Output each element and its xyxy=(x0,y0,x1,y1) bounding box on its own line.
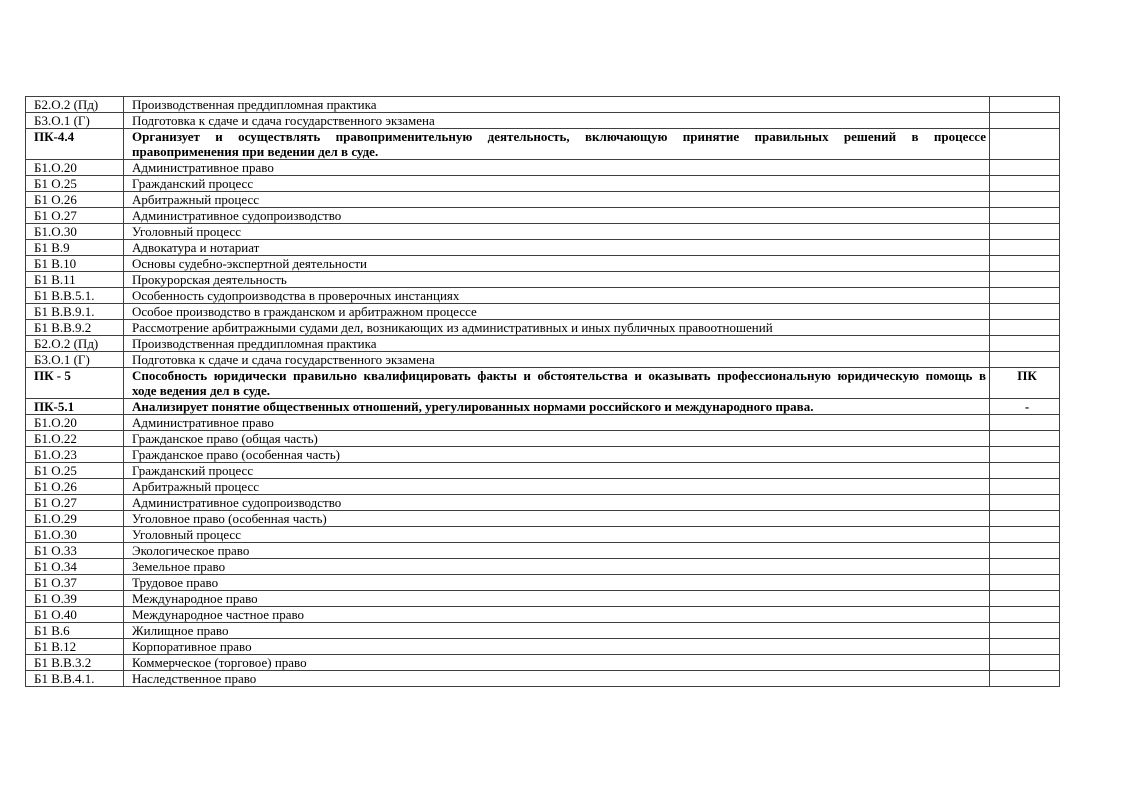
row-description-cell: Административное судопроизводство xyxy=(124,495,990,511)
row-code-cell: Б1 В.6 xyxy=(26,623,124,639)
table-row xyxy=(26,479,1060,495)
row-mark-cell xyxy=(990,208,1060,224)
table-row xyxy=(26,304,1060,320)
row-mark-cell xyxy=(990,256,1060,272)
row-mark-cell xyxy=(990,639,1060,655)
row-description-cell: Гражданский процесс xyxy=(124,176,990,192)
row-description-cell: Коммерческое (торговое) право xyxy=(124,655,990,671)
table-row xyxy=(26,511,1060,527)
row-mark-cell xyxy=(990,607,1060,623)
row-mark-cell xyxy=(990,304,1060,320)
row-description-cell: Уголовное право (особенная часть) xyxy=(124,511,990,527)
table-row xyxy=(26,368,1060,399)
competency-table-body xyxy=(26,97,1060,687)
table-row xyxy=(26,176,1060,192)
row-description-cell: Трудовое право xyxy=(124,575,990,591)
row-description-cell: Уголовный процесс xyxy=(124,224,990,240)
row-description-cell: Административное право xyxy=(124,160,990,176)
row-description-cell: Арбитражный процесс xyxy=(124,192,990,208)
row-mark-cell xyxy=(990,224,1060,240)
row-mark-cell xyxy=(990,431,1060,447)
row-mark-cell xyxy=(990,352,1060,368)
row-mark-cell xyxy=(990,288,1060,304)
table-row xyxy=(26,192,1060,208)
table-row xyxy=(26,399,1060,415)
row-mark-cell xyxy=(990,447,1060,463)
table-row xyxy=(26,671,1060,687)
row-mark-cell xyxy=(990,623,1060,639)
description-line: Способность юридически правильно квалифицировать факты и обстоятельства и оказывать профессиональную юридическую помощь в xyxy=(132,368,986,383)
row-mark-cell xyxy=(990,575,1060,591)
row-mark-cell: - xyxy=(990,399,1060,415)
row-mark-cell xyxy=(990,463,1060,479)
row-code-cell: Б2.О.2 (Пд) xyxy=(26,97,124,113)
table-row xyxy=(26,543,1060,559)
row-code-cell: Б1 В.10 xyxy=(26,256,124,272)
row-description-cell: Административное судопроизводство xyxy=(124,208,990,224)
row-code-cell: Б1 О.39 xyxy=(26,591,124,607)
row-description-cell: Наследственное право xyxy=(124,671,990,687)
row-mark-cell xyxy=(990,320,1060,336)
row-description-cell: Гражданское право (особенная часть) xyxy=(124,447,990,463)
table-row xyxy=(26,97,1060,113)
row-code-cell: Б1 О.40 xyxy=(26,607,124,623)
table-row xyxy=(26,527,1060,543)
row-code-cell: Б1.О.30 xyxy=(26,527,124,543)
row-code-cell: Б1.О.30 xyxy=(26,224,124,240)
table-row xyxy=(26,575,1060,591)
table-row xyxy=(26,256,1060,272)
row-code-cell: Б1 О.27 xyxy=(26,495,124,511)
row-code-cell: Б1 В.В.9.2 xyxy=(26,320,124,336)
row-code-cell: Б1 В.9 xyxy=(26,240,124,256)
row-description-cell: Земельное право xyxy=(124,559,990,575)
row-description-cell: Гражданское право (общая часть) xyxy=(124,431,990,447)
row-code-cell: Б1 О.26 xyxy=(26,479,124,495)
row-description-cell: Основы судебно-экспертной деятельности xyxy=(124,256,990,272)
row-code-cell: ПК-4.4 xyxy=(26,129,124,160)
row-mark-cell xyxy=(990,176,1060,192)
table-row xyxy=(26,288,1060,304)
table-row xyxy=(26,240,1060,256)
row-code-cell: ПК-5.1 xyxy=(26,399,124,415)
row-description-cell: Производственная преддипломная практика xyxy=(124,336,990,352)
row-mark-cell: ПК xyxy=(990,368,1060,399)
row-description-cell: Жилищное право xyxy=(124,623,990,639)
row-code-cell: Б1 В.В.4.1. xyxy=(26,671,124,687)
table-row xyxy=(26,559,1060,575)
table-row xyxy=(26,113,1060,129)
table-row xyxy=(26,129,1060,160)
row-mark-cell xyxy=(990,543,1060,559)
table-row xyxy=(26,208,1060,224)
table-row xyxy=(26,495,1060,511)
row-mark-cell xyxy=(990,97,1060,113)
row-code-cell: Б1.О.20 xyxy=(26,415,124,431)
row-description-cell: Анализирует понятие общественных отношений, урегулированных нормами российского и международного права. xyxy=(124,399,990,415)
row-description-cell xyxy=(124,129,990,160)
row-code-cell: Б1 О.25 xyxy=(26,463,124,479)
row-description-cell: Производственная преддипломная практика xyxy=(124,97,990,113)
row-code-cell: Б1.О.29 xyxy=(26,511,124,527)
row-description-cell: Подготовка к сдаче и сдача государственного экзамена xyxy=(124,113,990,129)
row-description-cell xyxy=(124,368,990,399)
row-code-cell: Б1 В.В.9.1. xyxy=(26,304,124,320)
table-row xyxy=(26,623,1060,639)
row-mark-cell xyxy=(990,272,1060,288)
table-row xyxy=(26,272,1060,288)
table-row xyxy=(26,415,1060,431)
row-mark-cell xyxy=(990,415,1060,431)
description-line: правоприменения при ведении дел в суде. xyxy=(132,144,379,159)
row-mark-cell xyxy=(990,655,1060,671)
row-description-cell: Международное право xyxy=(124,591,990,607)
row-description-cell: Уголовный процесс xyxy=(124,527,990,543)
row-code-cell: ПК - 5 xyxy=(26,368,124,399)
table-row xyxy=(26,160,1060,176)
row-mark-cell xyxy=(990,192,1060,208)
table-row xyxy=(26,639,1060,655)
row-mark-cell xyxy=(990,129,1060,160)
row-code-cell: Б1 В.В.5.1. xyxy=(26,288,124,304)
row-mark-cell xyxy=(990,591,1060,607)
row-description-cell: Особенность судопроизводства в проверочных инстанциях xyxy=(124,288,990,304)
row-mark-cell xyxy=(990,160,1060,176)
row-code-cell: Б1 В.11 xyxy=(26,272,124,288)
row-mark-cell xyxy=(990,671,1060,687)
row-description-cell: Рассмотрение арбитражными судами дел, возникающих из административных и иных публичных правоотношений xyxy=(124,320,990,336)
row-description-cell: Гражданский процесс xyxy=(124,463,990,479)
row-mark-cell xyxy=(990,240,1060,256)
description-line: ходе ведения дел в суде. xyxy=(132,383,270,398)
row-mark-cell xyxy=(990,527,1060,543)
table-row xyxy=(26,655,1060,671)
table-row xyxy=(26,336,1060,352)
row-description-cell: Корпоративное право xyxy=(124,639,990,655)
table-row xyxy=(26,447,1060,463)
table-row xyxy=(26,320,1060,336)
row-code-cell: Б1.О.22 xyxy=(26,431,124,447)
row-mark-cell xyxy=(990,336,1060,352)
row-code-cell: Б1 В.12 xyxy=(26,639,124,655)
row-code-cell: Б1.О.23 xyxy=(26,447,124,463)
row-mark-cell xyxy=(990,113,1060,129)
row-description-cell: Международное частное право xyxy=(124,607,990,623)
table-row xyxy=(26,352,1060,368)
description-line: Организует и осуществлять правоприменительную деятельность, включающую принятие правильных решений в процессе xyxy=(132,129,986,144)
row-code-cell: Б1 О.37 xyxy=(26,575,124,591)
table-row xyxy=(26,224,1060,240)
row-description-cell: Арбитражный процесс xyxy=(124,479,990,495)
row-mark-cell xyxy=(990,511,1060,527)
row-code-cell: Б1 О.27 xyxy=(26,208,124,224)
table-row xyxy=(26,607,1060,623)
table-row xyxy=(26,431,1060,447)
row-code-cell: Б3.О.1 (Г) xyxy=(26,352,124,368)
row-description-cell: Подготовка к сдаче и сдача государственного экзамена xyxy=(124,352,990,368)
table-row xyxy=(26,463,1060,479)
row-description-cell: Особое производство в гражданском и арбитражном процессе xyxy=(124,304,990,320)
row-description-cell: Прокурорская деятельность xyxy=(124,272,990,288)
row-code-cell: Б1 О.26 xyxy=(26,192,124,208)
row-code-cell: Б1 О.34 xyxy=(26,559,124,575)
row-code-cell: Б1 О.25 xyxy=(26,176,124,192)
competency-table xyxy=(25,96,1060,687)
row-code-cell: Б2.О.2 (Пд) xyxy=(26,336,124,352)
row-description-cell: Экологическое право xyxy=(124,543,990,559)
row-code-cell: Б3.О.1 (Г) xyxy=(26,113,124,129)
row-description-cell: Административное право xyxy=(124,415,990,431)
row-mark-cell xyxy=(990,559,1060,575)
row-mark-cell xyxy=(990,495,1060,511)
row-description-cell: Адвокатура и нотариат xyxy=(124,240,990,256)
row-mark-cell xyxy=(990,479,1060,495)
row-code-cell: Б1.О.20 xyxy=(26,160,124,176)
row-code-cell: Б1 В.В.3.2 xyxy=(26,655,124,671)
row-code-cell: Б1 О.33 xyxy=(26,543,124,559)
table-row xyxy=(26,591,1060,607)
